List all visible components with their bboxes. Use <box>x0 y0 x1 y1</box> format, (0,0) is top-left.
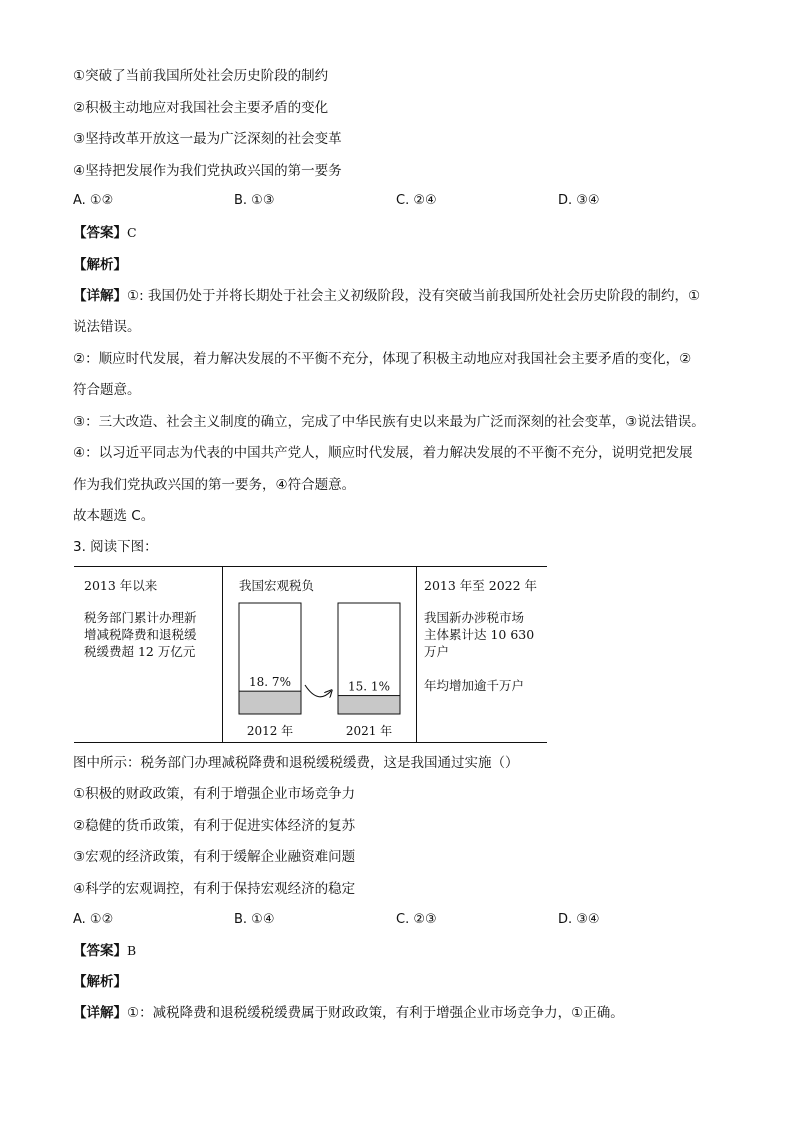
q2-detail-4: 符合题意。 <box>73 382 141 398</box>
figure-right-line-2: 主体累计达 10 630 <box>424 627 535 642</box>
figure-right-note: 年均增加逾千万户 <box>424 678 525 693</box>
q2-detail-6: ④：以习近平同志为代表的中国共产党人，顺应时代发展，着力解决发展的不平衡不充分，说明党把发展 <box>73 445 693 461</box>
detail-label: 【详解】 <box>73 288 127 304</box>
trend-arrow-icon <box>305 685 331 697</box>
bar-2012 <box>239 691 301 714</box>
analysis-label: 【解析】 <box>73 974 127 990</box>
q3-analysis-label <box>73 973 127 991</box>
answer-value: C <box>127 225 137 240</box>
q2-conclusion: 故本题选 C。 <box>73 508 155 524</box>
bar-category-2021: 2021 年 <box>345 724 393 738</box>
figure-left-line-1: 税务部门累计办理新 <box>84 610 197 625</box>
analysis-label: 【解析】 <box>73 257 127 273</box>
q2-statement-1: ①突破了当前我国所处社会历史阶段的制约 <box>73 68 329 84</box>
figure-left-title: 2013 年以来 <box>84 578 158 593</box>
q3-detail-1 <box>73 1004 624 1022</box>
figure-left-line-2: 增减税降费和退税缓 <box>84 627 197 642</box>
figure-right-cell <box>424 577 546 694</box>
q3-stem: 图中所示：税务部门办理减税降费和退税缓税缓费，这是我国通过实施（） <box>73 755 519 771</box>
q2-detail-5: ③：三大改造、社会主义制度的确立，完成了中华民族有史以来最为广泛而深刻的社会变革，③说法错误。 <box>73 414 705 430</box>
detail-label: 【详解】 <box>73 1005 127 1021</box>
detail-text: ①: 我国仍处于并将长期处于社会主义初级阶段，没有突破当前我国所处社会历史阶段的制约，① <box>127 288 701 304</box>
figure-right-title: 2013 年至 2022 年 <box>424 578 538 593</box>
answer-label: 【答案】 <box>73 943 127 959</box>
q3-answer <box>73 942 136 960</box>
q3-option-a: A. ①② <box>73 912 114 927</box>
q2-detail-3: ②：顺应时代发展，着力解决发展的不平衡不充分，体现了积极主动地应对我国社会主要矛盾的变化，② <box>73 351 692 367</box>
bar-value-label-2012: 18. 7% <box>249 675 291 690</box>
q2-option-c: C. ②④ <box>396 193 437 208</box>
answer-value: B <box>127 943 137 958</box>
q2-statement-2: ②积极主动地应对我国社会主要矛盾的变化 <box>73 100 329 116</box>
q2-detail-2: 说法错误。 <box>73 319 141 335</box>
q3-figure <box>74 566 547 743</box>
q2-option-d: D. ③④ <box>558 193 600 208</box>
bar-category-2012: 2012 年 <box>246 724 294 738</box>
figure-right-line-1: 我国新办涉税市场 <box>424 610 525 625</box>
q2-option-a: A. ①② <box>73 193 114 208</box>
answer-label: 【答案】 <box>73 225 127 241</box>
q2-answer <box>73 224 137 242</box>
bar-2021 <box>338 696 400 714</box>
q3-statement-2: ②稳健的货币政策，有利于促进实体经济的复苏 <box>73 818 356 834</box>
bar-value-label-2021: 15. 1% <box>348 679 390 694</box>
figure-left-line-3: 税缓费超 12 万亿元 <box>84 644 196 659</box>
q3-heading: 3. 阅读下图： <box>73 539 158 555</box>
q3-statement-1: ①积极的财政政策，有利于增强企业市场竞争力 <box>73 786 356 802</box>
q2-statement-3: ③坚持改革开放这一最为广泛深刻的社会变革 <box>73 131 342 147</box>
q3-option-b: B. ①④ <box>234 912 275 927</box>
detail-text: ①：减税降费和退税缓税缓费属于财政政策，有利于增强企业市场竞争力，①正确。 <box>127 1005 624 1021</box>
q2-statement-4: ④坚持把发展作为我们党执政兴国的第一要务 <box>73 163 342 179</box>
q2-detail-1 <box>73 287 700 305</box>
figure-right-line-3: 万户 <box>424 644 450 659</box>
q2-analysis-label <box>73 256 127 274</box>
q3-option-d: D. ③④ <box>558 912 600 927</box>
figure-mid-title: 我国宏观税负 <box>239 578 315 593</box>
q2-detail-7: 作为我们党执政兴国的第一要务，④符合题意。 <box>73 477 356 493</box>
q3-option-c: C. ②③ <box>396 912 437 927</box>
q2-option-b: B. ①③ <box>234 193 275 208</box>
q3-statement-3: ③宏观的经济政策，有利于缓解企业融资难问题 <box>73 849 356 865</box>
q3-statement-4: ④科学的宏观调控，有利于保持宏观经济的稳定 <box>73 881 356 897</box>
